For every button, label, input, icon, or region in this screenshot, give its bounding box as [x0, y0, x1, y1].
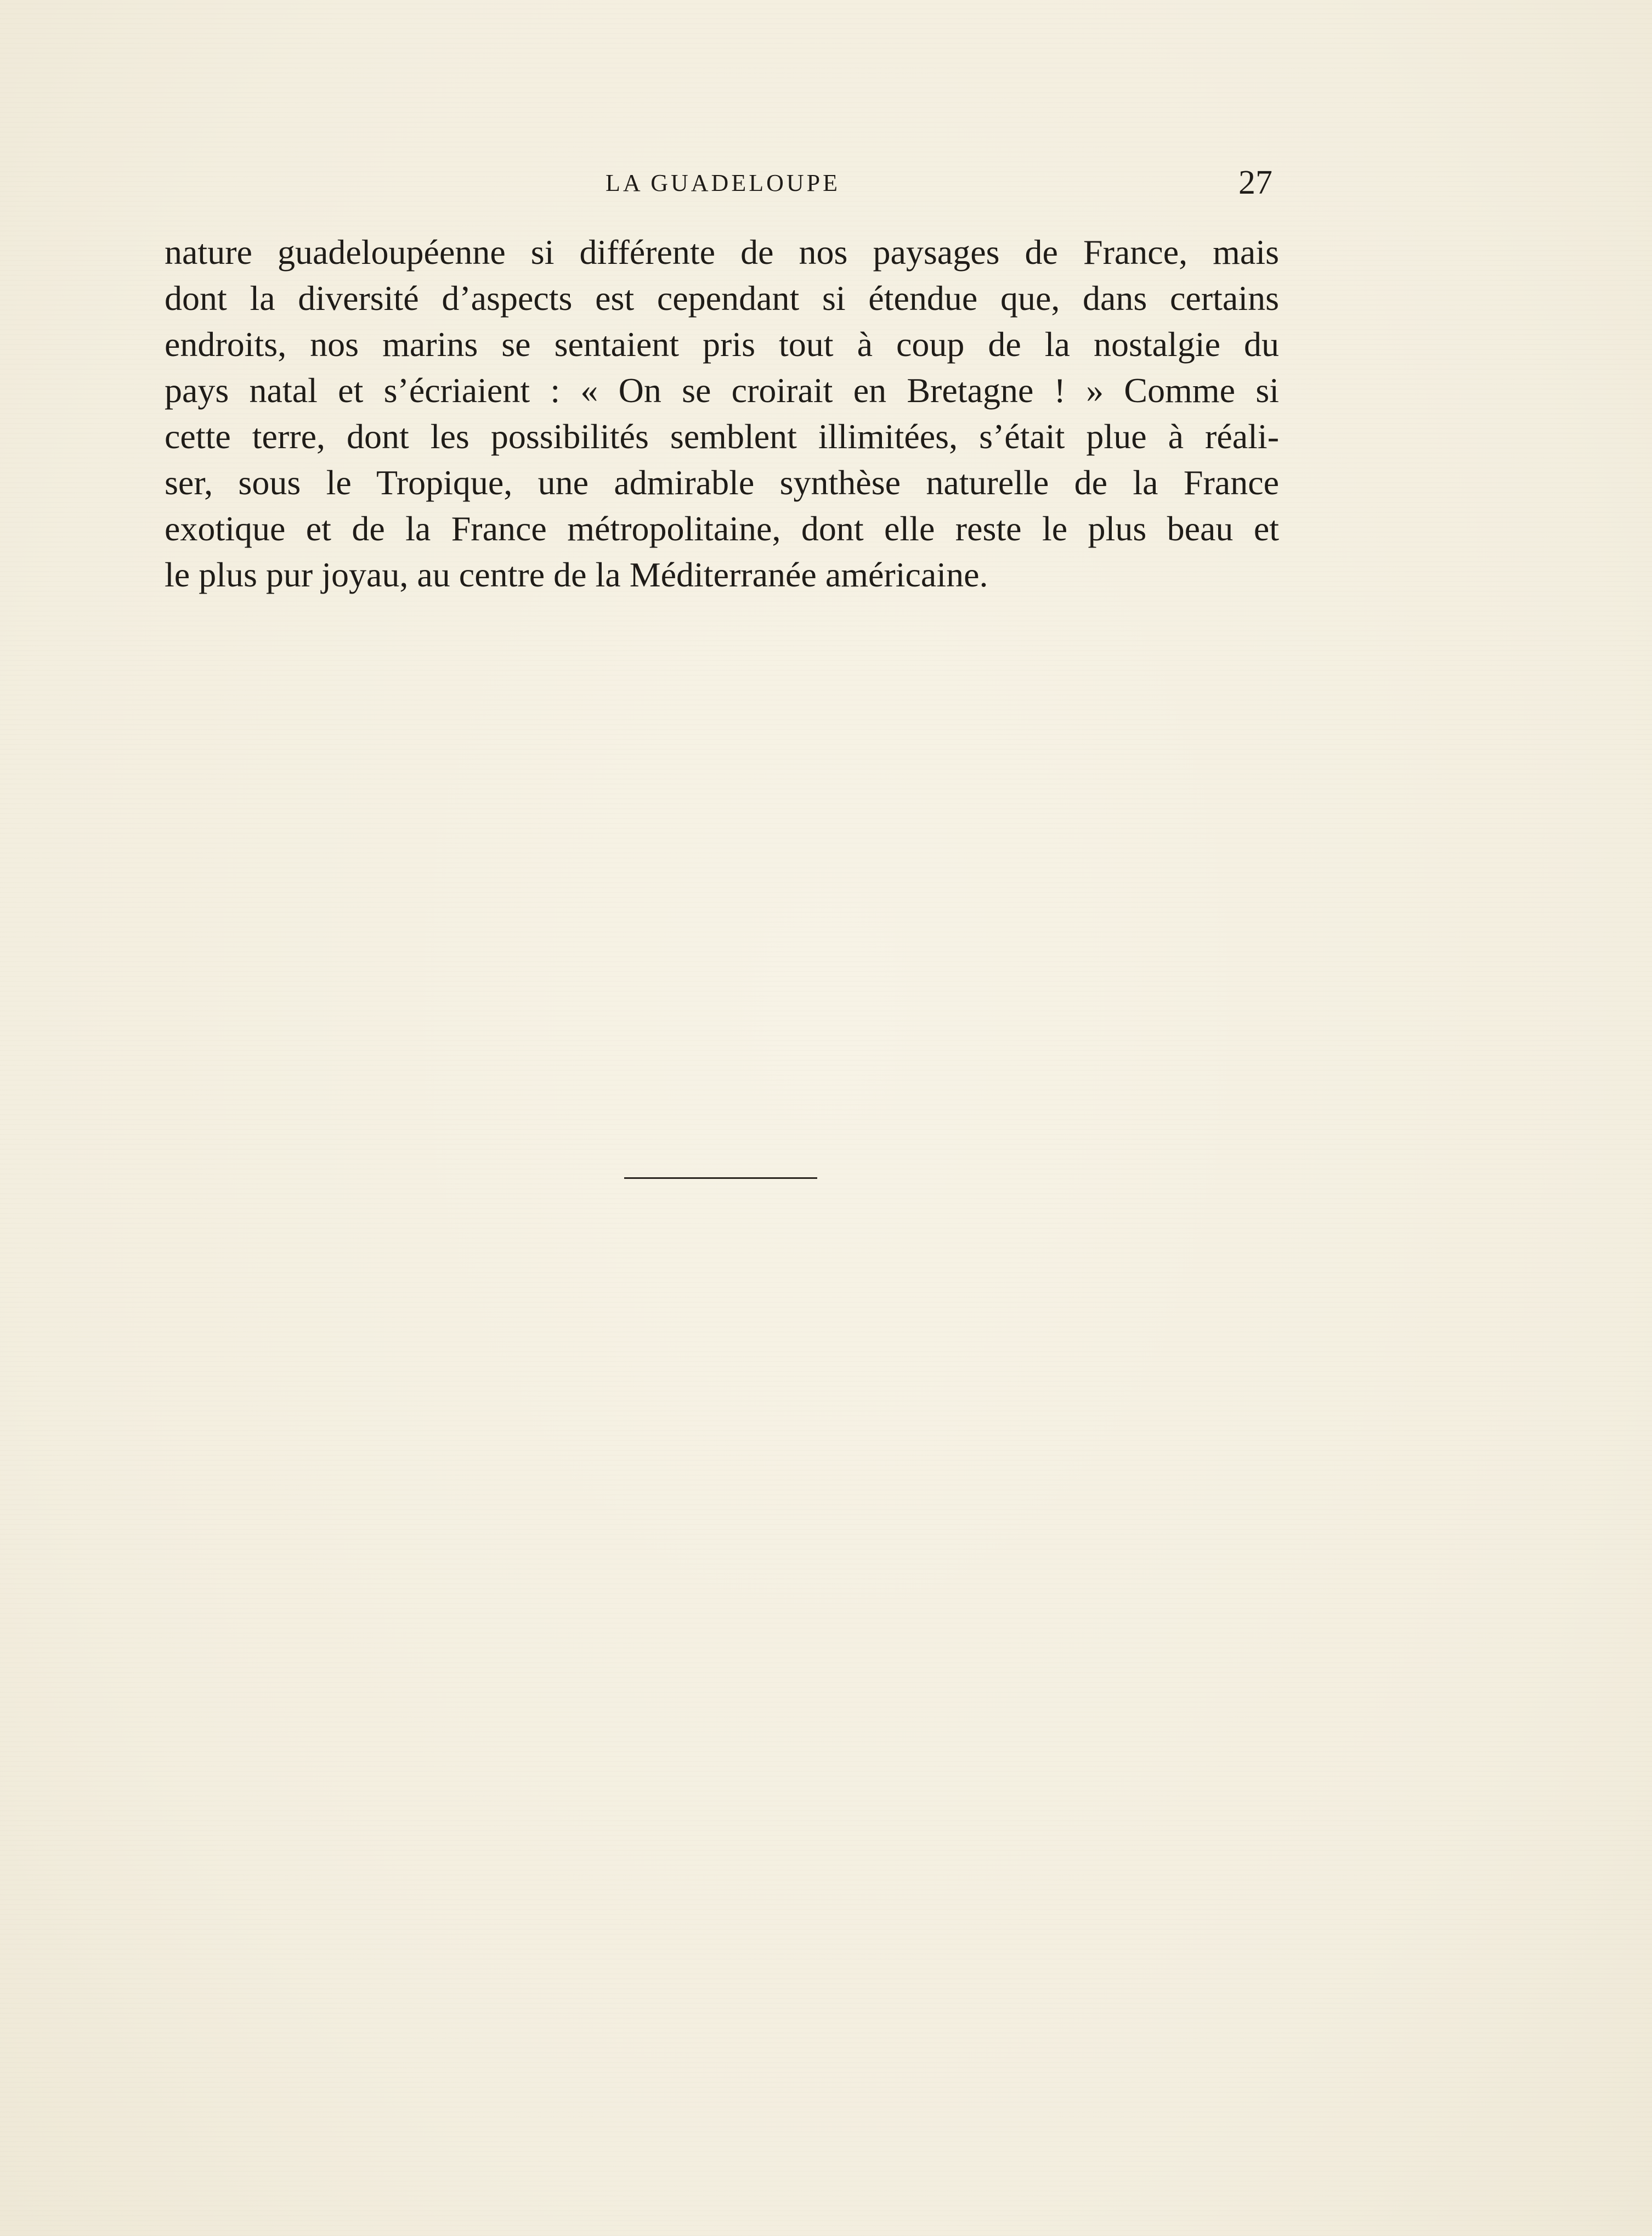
text-line: le plus pur joyau, au centre de la Méditerranée américaine.	[165, 555, 988, 594]
text-line: ser, sous le Tropique, une admirable synthèse naturelle de la France	[165, 463, 1279, 502]
text-line: endroits, nos marins se sentaient pris tout à coup de la nostalgie du	[165, 325, 1279, 364]
text-line: cette terre, dont les possibilités semblent illimitées, s’était plue à réali-	[165, 417, 1279, 456]
body-paragraph	[165, 229, 1279, 598]
text-line: nature guadeloupéenne si différente de nos paysages de France, mais	[165, 233, 1279, 272]
section-end-rule	[624, 1177, 817, 1179]
text-line: dont la diversité d’aspects est cependant si étendue que, dans certains	[165, 279, 1279, 318]
page-number: 27	[1238, 164, 1272, 201]
text-line: exotique et de la France métropolitaine, dont elle reste le plus beau et	[165, 509, 1279, 548]
text-line: pays natal et s’écriaient : « On se croirait en Bretagne ! » Comme si	[165, 371, 1279, 410]
running-title: LA GUADELOUPE	[606, 170, 840, 196]
